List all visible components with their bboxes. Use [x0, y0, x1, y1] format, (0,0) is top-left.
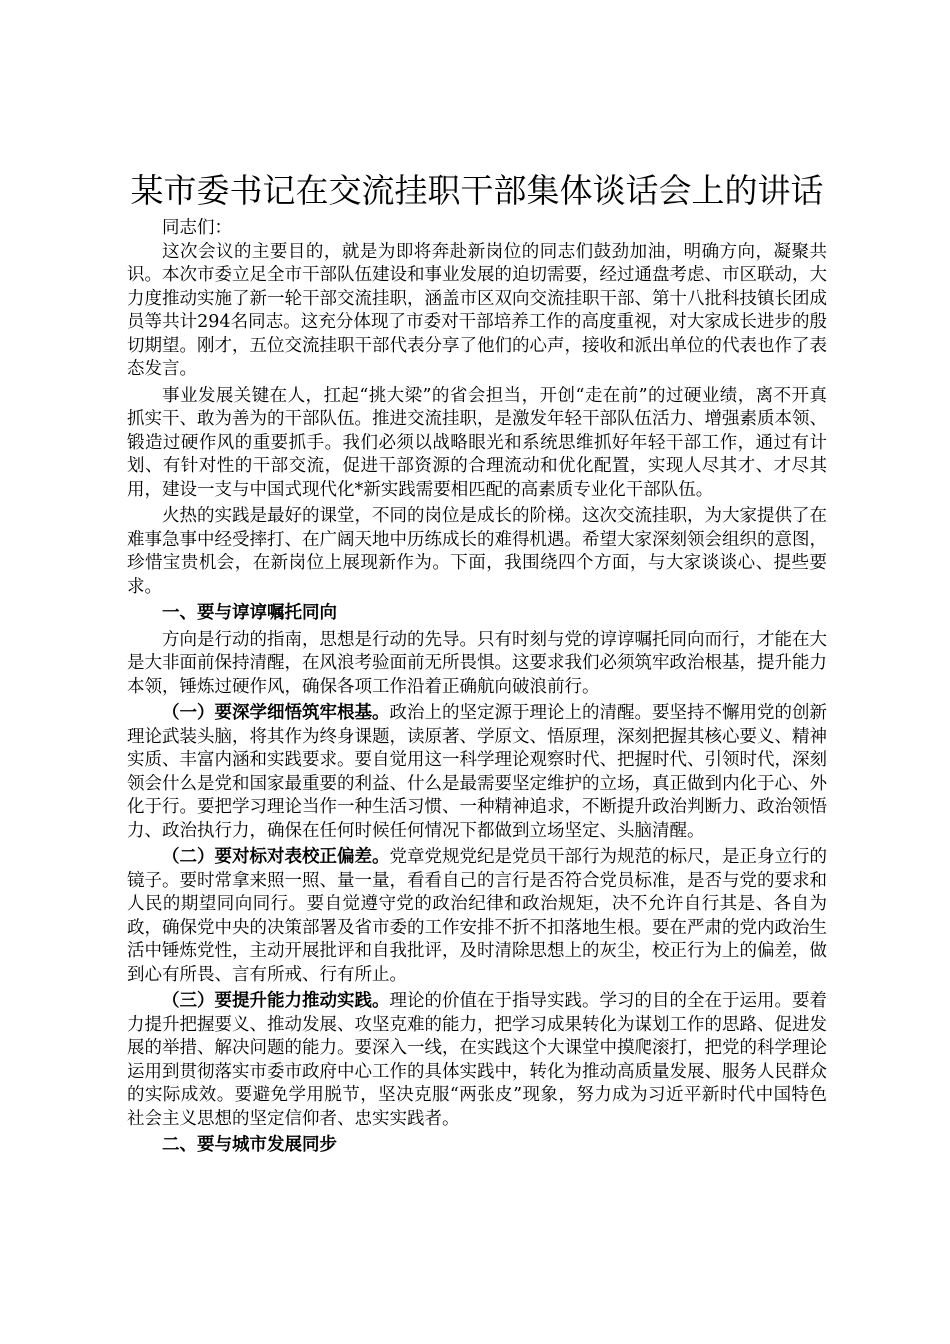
subsection-1-body: 政治上的坚定源于理论上的清醒。要坚持不懈用党的创新理论武装头脑，将其作为终身课题，读原著、学原文、悟原理，深刻把握其核心要义、精神实质、丰富内涵和实践要求。要自觉用这一科学理论观察时代、把握时代、引领时代，深刻领会什么是党和国家最重要的利益、什么是最需要坚定维护的立场，真正做到内化于心、外化于行。要把学习理论当作一种生活习惯、一种精神追求，不断提升政治判断力、政治领悟力、政治执行力，确保在任何时候任何情况下都做到立场坚定、头脑清醒。 [127, 703, 827, 841]
subsection-1 [127, 702, 827, 843]
document-title: 某市委书记在交流挂职干部集体谈话会上的讲话 [130, 171, 824, 210]
subsection-3-lead: （三）要提升能力推动实践。 [162, 991, 390, 1011]
document-page [127, 168, 827, 1161]
subsection-2-body: 党章党规党纪是党员干部行为规范的标尺，是正身立行的镜子。要时常拿来照一照、量一量，看看自己的言行是否符合党员标准，是否与党的要求和人民的期望同向同行。要自觉遵守党的政治纪律和政治规矩，决不允许自行其是、各自为政，确保党中央的决策部署及省市委的工作安排不折不扣落地生根。要在严肃的党内政治生活中锤炼党性，主动开展批评和自我批评，及时清除思想上的灰尘，校正行为上的偏差，做到心有所畏、言有所戒、行有所止。 [127, 847, 827, 985]
subsection-3-body: 理论的价值在于指导实践。学习的目的全在于运用。要着力提升把握要义、推动发展、攻坚克难的能力，把学习成果转化为谋划工作的思路、促进发展的举措、解决问题的能力。要深入一线，在实践这个大课堂中摸爬滚打，把党的科学理论运用到贯彻落实市委市政府中心工作的具体实践中，转化为推动高质量发展、服务人民群众的实际成效。要避免学用脱节，坚决克服“两张皮”现象，努力成为习近平新时代中国特色社会主义思想的坚定信仰者、忠实实践者。 [127, 991, 827, 1129]
subsection-1-lead: （一）要深学细悟筑牢根基。 [162, 703, 390, 723]
subsection-2 [127, 846, 827, 987]
section-heading-1: 一、要与谆谆嘱托同向 [162, 603, 337, 623]
paragraph-direction: 方向是行动的指南，思想是行动的先导。只有时刻与党的谆谆嘱托同向而行，才能在大是大非面前保持清醒，在风浪考验面前无所畏惧。这要求我们必须筑牢政治根基，提升能力本领，锤炼过硬作风，确保各项工作沿着正确航向破浪前行。 [127, 629, 827, 697]
section-heading-2: 二、要与城市发展同步 [162, 1135, 337, 1155]
paragraph-cadre-importance: 事业发展关键在人，扛起“挑大梁”的省会担当，开创“走在前”的过硬业绩，离不开真抓实干、敢为善为的干部队伍。推进交流挂职，是激发年轻干部队伍活力、增强素质本领、锻造过硬作风的重要抓手。我们必须以战略眼光和系统思维抓好年轻干部工作，通过有计划、有针对性的干部交流，促进干部资源的合理流动和优化配置，实现人尽其才、才尽其用，建设一支与中国式现代化*新实践需要相匹配的高素质专业化干部队伍。 [127, 385, 827, 500]
paragraph-intro: 这次会议的主要目的，就是为即将奔赴新岗位的同志们鼓劲加油，明确方向，凝聚共识。本次市委立足全市干部队伍建设和事业发展的迫切需要，经过通盘考虑、市区联动，大力度推动实施了新一轮干部交流挂职，涵盖市区双向交流挂职干部、第十八批科技镇长团成员等共计294名同志。这充分体现了市委对干部培养工作的高度重视，对大家成长进步的殷切期望。刚才，五位交流挂职干部代表分享了他们的心声，接收和派出单位的代表也作了表态发言。 [127, 241, 827, 379]
greeting: 同志们： [162, 218, 232, 238]
paragraph-practice: 火热的实践是最好的课堂，不同的岗位是成长的阶梯。这次交流挂职，为大家提供了在难事急事中经受摔打、在广阔天地中历练成长的难得机遇。希望大家深刻领会组织的意图，珍惜宝贵机会，在新岗位上展现新作为。下面，我围绕四个方面，与大家谈谈心、提些要求。 [127, 506, 827, 597]
subsection-3 [127, 990, 827, 1131]
subsection-2-lead: （二）要对标对表校正偏差。 [162, 847, 390, 867]
